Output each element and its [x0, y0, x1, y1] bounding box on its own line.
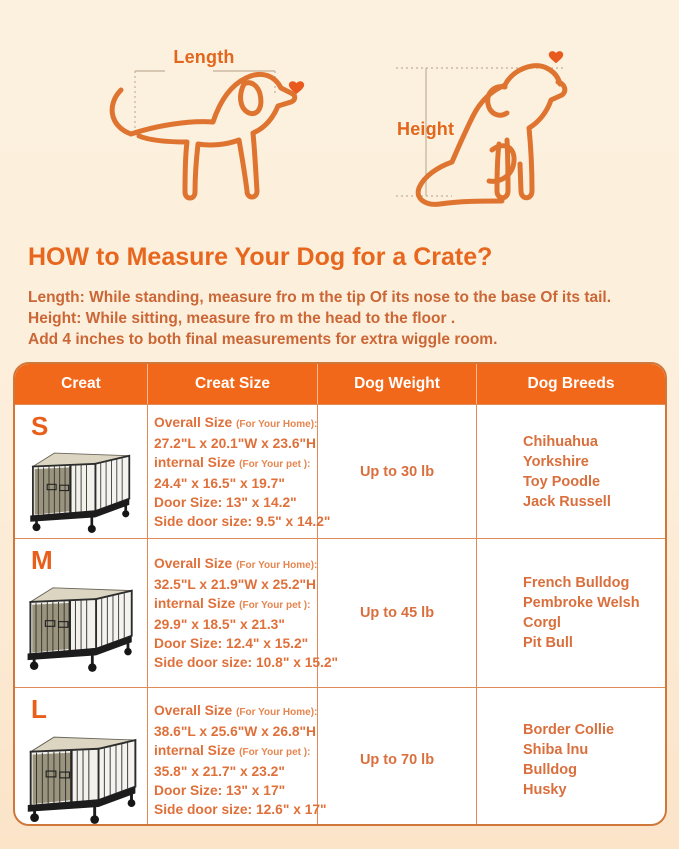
- dog-weight-cell: [318, 539, 477, 687]
- overall-size-value: 27.2"L x 20.1"W x 23.6"H: [154, 435, 317, 451]
- breed: Toy Poodle: [523, 473, 601, 490]
- crate-cell: [15, 539, 148, 687]
- crate-photo: [24, 439, 140, 535]
- heart-icon: [549, 51, 563, 63]
- standing-dog-illustration: [95, 38, 315, 218]
- breed: Jack Russell: [523, 493, 611, 510]
- table-header-row: [15, 364, 665, 404]
- dog-weight-cell: [318, 688, 477, 826]
- weight-value: Up to 30 lb: [359, 463, 435, 480]
- door-size: Door Size: 12.4" x 15.2": [154, 636, 309, 651]
- internal-size-note: (For Your pet ):: [239, 458, 311, 470]
- crate-size-table: [13, 362, 667, 826]
- weight-value: Up to 45 lb: [359, 605, 435, 621]
- header-creat: Creat: [15, 364, 148, 404]
- breed: Pembroke Welsh: [523, 595, 640, 611]
- instructions-text: [28, 287, 658, 350]
- breed: Bulldog: [523, 761, 577, 778]
- overall-size-note: (For Your Home):: [236, 560, 318, 571]
- overall-size-value: 32.5"L x 21.9"W x 25.2"H: [154, 577, 317, 592]
- dog-breeds-cell: [477, 405, 665, 538]
- internal-size-label: internal Size: [154, 596, 236, 611]
- breed: Border Collie: [523, 721, 615, 738]
- door-size: Door Size: 13" x 17": [154, 782, 286, 798]
- crate-photo: [21, 722, 147, 826]
- size-letter: S: [31, 411, 49, 441]
- header-dog-breeds: Dog Breeds: [527, 375, 615, 392]
- overall-size-value: 38.6"L x 25.6"W x 26.8"H: [154, 723, 317, 739]
- header-creat-size: Creat Size: [148, 364, 318, 404]
- internal-size-value: 29.9" x 18.5" x 21.3": [154, 617, 285, 632]
- crate-size-cell: [148, 405, 331, 538]
- internal-size-note: (For Your pet ):: [239, 746, 311, 758]
- measure-illustration-section: [0, 0, 679, 240]
- overall-size-label: Overall Size: [154, 702, 233, 718]
- dog-breeds-cell: [477, 688, 665, 826]
- dog-breeds-cell: [477, 539, 665, 687]
- overall-size-label: Overall Size: [154, 556, 233, 571]
- breed: French Bulldog: [523, 575, 630, 591]
- size-letter: M: [31, 545, 53, 575]
- instruction-height: Height: While sitting, measure fro m the head to the floor .: [28, 310, 456, 327]
- breed: Husky: [523, 781, 567, 798]
- size-letter: L: [31, 694, 47, 724]
- height-label: Height: [397, 119, 455, 139]
- instruction-length: Length: While standing, measure fro m the tip Of its nose to the base Of its tail.: [28, 289, 612, 306]
- header-dog-weight: Dog Weight: [318, 364, 477, 404]
- crate-size-cell: [148, 539, 339, 687]
- weight-value: Up to 70 lb: [359, 751, 435, 768]
- table-row-large: [15, 687, 665, 826]
- breed: Yorkshire: [523, 453, 589, 470]
- crate-cell: [15, 405, 148, 538]
- internal-size-value: 35.8" x 21.7" x 23.2": [154, 763, 285, 779]
- table-row-medium: [15, 538, 665, 687]
- sitting-dog-illustration: [388, 44, 628, 214]
- breed: Shiba lnu: [523, 741, 589, 758]
- side-door-size: Side door size: 10.8" x 15.2": [154, 655, 339, 670]
- crate-photo: [21, 573, 143, 674]
- length-label: Length: [173, 47, 235, 67]
- breed: Pit Bull: [523, 635, 573, 651]
- door-size: Door Size: 13" x 14.2": [154, 494, 297, 510]
- table-row-small: [15, 404, 665, 538]
- crate-size-cell: [148, 688, 327, 826]
- side-door-size: Side door size: 9.5" x 14.2": [154, 513, 331, 529]
- breed: Corgl: [523, 615, 561, 631]
- internal-size-value: 24.4" x 16.5" x 19.7": [154, 475, 285, 491]
- instruction-wiggle: Add 4 inches to both final measurements for extra wiggle room.: [28, 331, 498, 348]
- internal-size-note: (For Your pet ):: [239, 600, 311, 611]
- overall-size-label: Overall Size: [154, 414, 233, 430]
- side-door-size: Side door size: 12.6" x 17": [154, 801, 327, 817]
- overall-size-note: (For Your Home):: [236, 706, 318, 718]
- page-title: HOW to Measure Your Dog for a Crate?: [28, 243, 493, 271]
- internal-size-label: internal Size: [154, 454, 236, 470]
- overall-size-note: (For Your Home):: [236, 418, 318, 430]
- dog-weight-cell: [318, 405, 477, 538]
- internal-size-label: internal Size: [154, 742, 236, 758]
- crate-cell: [15, 688, 148, 826]
- breed: Chihuahua: [523, 433, 598, 450]
